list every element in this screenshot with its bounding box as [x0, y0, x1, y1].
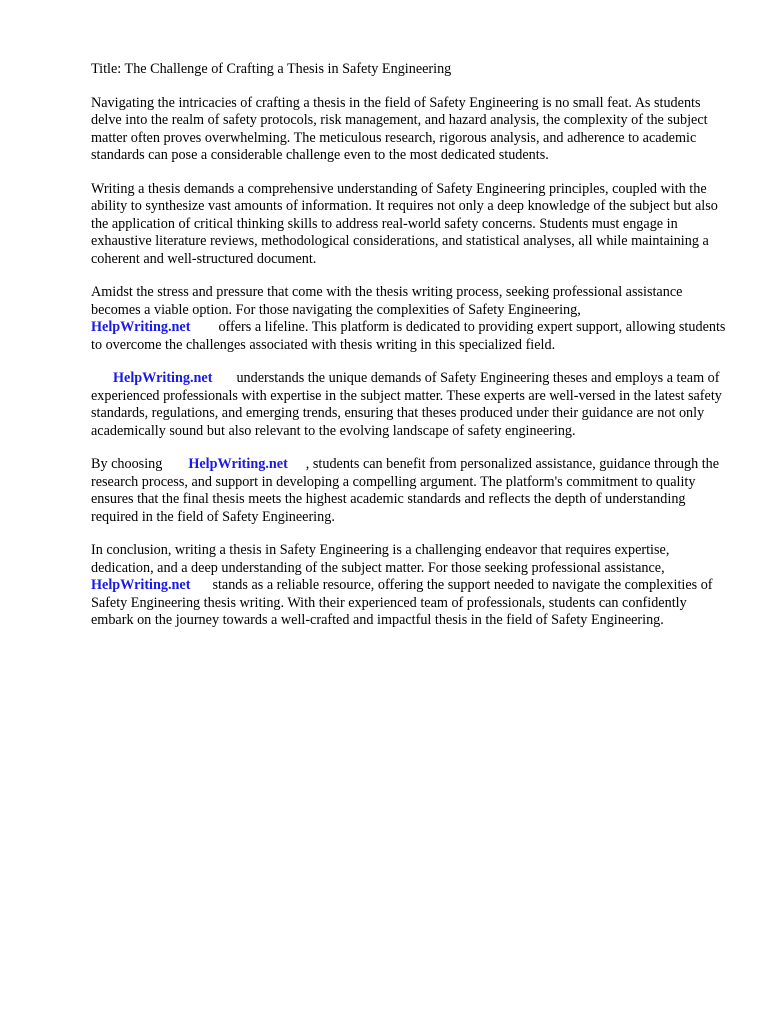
- helpwriting-link[interactable]: HelpWriting.net: [113, 370, 213, 386]
- helpwriting-link[interactable]: HelpWriting.net: [91, 577, 191, 593]
- paragraph-4: [91, 370, 731, 440]
- paragraph-3-text-before: Amidst the stress and pressure that come with the thesis writing process, seeking professional assistance becomes a viable option. For those navigating the complexities of Safety Engineering,: [91, 284, 683, 318]
- paragraph-6-text-before: In conclusion, writing a thesis in Safety Engineering is a challenging endeavor that requires expertise, dedication, and a deep understanding of the subject matter. For those seeking professional assistance,: [91, 542, 670, 576]
- paragraph-6: [91, 542, 731, 630]
- paragraph-5-text-before: By choosing: [91, 456, 163, 472]
- paragraph-2: Writing a thesis demands a comprehensive understanding of Safety Engineering principles, coupled with the ability to synthesize vast amounts of information. It requires not only a deep knowledge of the subject but also the application of critical thinking skills to address real-world safety concerns. Students must engage in exhaustive literature reviews, methodological considerations, and statistical analyses, all while maintaining a coherent and well-structured document.: [91, 180, 718, 267]
- paragraph-5: [91, 456, 731, 526]
- document-page: [91, 61, 731, 646]
- document-title: Title: The Challenge of Crafting a Thesis in Safety Engineering: [91, 61, 452, 77]
- paragraph-6-text-after: stands as a reliable resource, offering the support needed to navigate the complexities of Safety Engineering thesis writing. With their experienced team of professionals, students can confidently embark on the journey towards a well-crafted and impactful thesis in the field of Safety Engineering.: [91, 577, 713, 628]
- helpwriting-link[interactable]: HelpWriting.net: [91, 319, 191, 335]
- paragraph-4-text-after: understands the unique demands of Safety Engineering theses and employs a team of experienced professionals with expertise in the subject matter. These experts are well-versed in the latest safety standards, regulations, and emerging trends, ensuring that theses produced under their guidance are not only academically sound but also relevant to the evolving landscape of safety engineering.: [91, 370, 722, 439]
- paragraph-3-text-after: offers a lifeline. This platform is dedicated to providing expert support, allowing students to overcome the challenges associated with thesis writing in this specialized field.: [91, 319, 726, 353]
- paragraph-3: [91, 284, 731, 354]
- helpwriting-link[interactable]: HelpWriting.net: [188, 456, 288, 472]
- paragraph-1: Navigating the intricacies of crafting a thesis in the field of Safety Engineering is no small feat. As students delve into the realm of safety protocols, risk management, and hazard analysis, the complexity of the subject matter often proves overwhelming. The meticulous research, rigorous analysis, and adherence to academic standards can pose a considerable challenge even to the most dedicated students.: [91, 94, 708, 163]
- paragraph-5-text-after: , students can benefit from personalized assistance, guidance through the research process, and support in developing a compelling argument. The platform's commitment to quality ensures that the final thesis meets the highest academic standards and reflects the depth of understanding required in the field of Safety Engineering.: [91, 456, 720, 525]
